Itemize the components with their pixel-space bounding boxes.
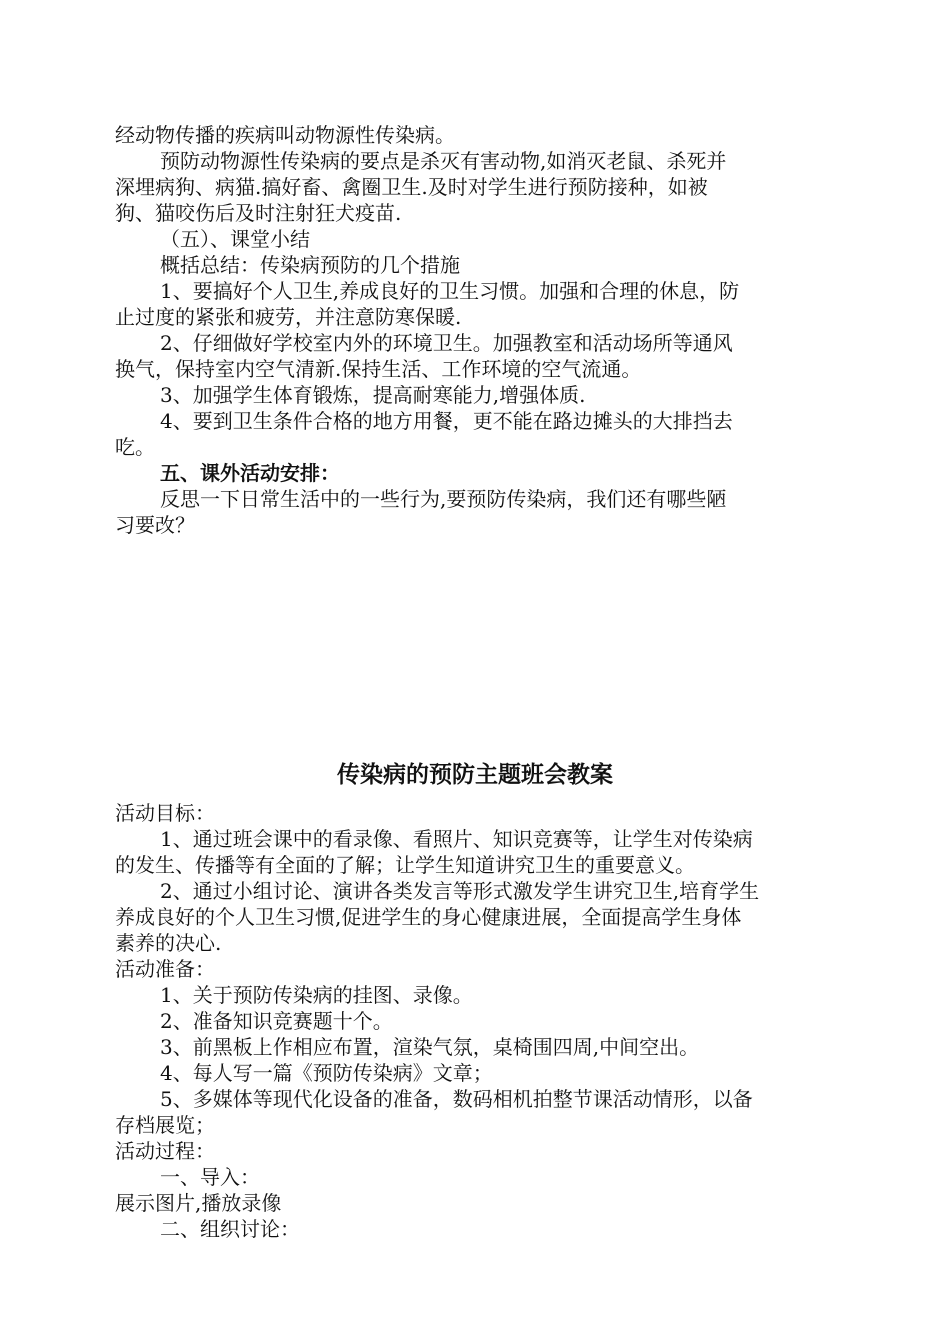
document-title: 传染病的预防主题班会教案 [337, 761, 613, 788]
section-label: 活动准备： [115, 957, 215, 981]
list-item: 1、通过班会课中的看录像、看照片、知识竞赛等，让学生对传染病 [160, 827, 753, 851]
paragraph-line: 经动物传播的疾病叫动物源性传染病。 [115, 123, 455, 147]
paragraph-line: 深埋病狗、病猫.搞好畜、禽圈卫生.及时对学生进行预防接种，如被 [115, 175, 708, 199]
list-item-continuation: 换气，保持室内空气清新.保持生活、工作环境的空气流通。 [115, 357, 642, 381]
paragraph-line: 展示图片,播放录像 [115, 1191, 282, 1215]
section-label: 活动目标： [115, 801, 215, 825]
list-item-continuation: 存档展览； [115, 1113, 215, 1137]
list-item-continuation: 养成良好的个人卫生习惯,促进学生的身心健康进展，全面提高学生身体 [115, 905, 742, 929]
sub-heading: 二、组织讨论： [160, 1217, 300, 1241]
list-item-continuation: 止过度的紧张和疲劳，并注意防寒保暖. [115, 305, 462, 329]
paragraph-line: 狗、猫咬伤后及时注射狂犬疫苗. [115, 201, 402, 225]
list-item: 4、要到卫生条件合格的地方用餐，更不能在路边摊头的大排挡去 [160, 409, 733, 433]
list-item: 2、准备知识竞赛题十个。 [160, 1009, 393, 1033]
list-item: 1、关于预防传染病的挂图、录像。 [160, 983, 473, 1007]
list-item: 4、每人写一篇《预防传染病》文章； [160, 1061, 493, 1085]
paragraph-line: 反思一下日常生活中的一些行为,要预防传染病，我们还有哪些陋 [160, 487, 727, 511]
list-item-continuation: 的发生、传播等有全面的了解；让学生知道讲究卫生的重要意义。 [115, 853, 695, 877]
list-item: 5、多媒体等现代化设备的准备，数码相机拍整节课活动情形，以备 [160, 1087, 753, 1111]
section-label: 活动过程： [115, 1139, 215, 1163]
paragraph-line: 习要改？ [115, 513, 195, 537]
list-item-continuation: 素养的决心. [115, 931, 222, 955]
list-item-continuation: 吃。 [115, 435, 155, 459]
section-heading: 五、课外活动安排： [160, 461, 340, 485]
list-item: 3、加强学生体育锻炼，提高耐寒能力,增强体质. [160, 383, 586, 407]
sub-heading: 一、导入： [160, 1165, 260, 1189]
section-heading: （五）、课堂小结 [160, 227, 310, 251]
list-item: 2、仔细做好学校室内外的环境卫生。加强教室和活动场所等通风 [160, 331, 733, 355]
list-item: 1、要搞好个人卫生,养成良好的卫生习惯。加强和合理的休息，防 [160, 279, 740, 303]
list-item: 3、前黑板上作相应布置，渲染气氛，桌椅围四周,中间空出。 [160, 1035, 700, 1059]
paragraph-line: 概括总结：传染病预防的几个措施 [160, 253, 460, 277]
list-item: 2、通过小组讨论、演讲各类发言等形式激发学生讲究卫生,培育学生 [160, 879, 760, 903]
paragraph-line: 预防动物源性传染病的要点是杀灭有害动物,如消灭老鼠、杀死并 [160, 149, 727, 173]
